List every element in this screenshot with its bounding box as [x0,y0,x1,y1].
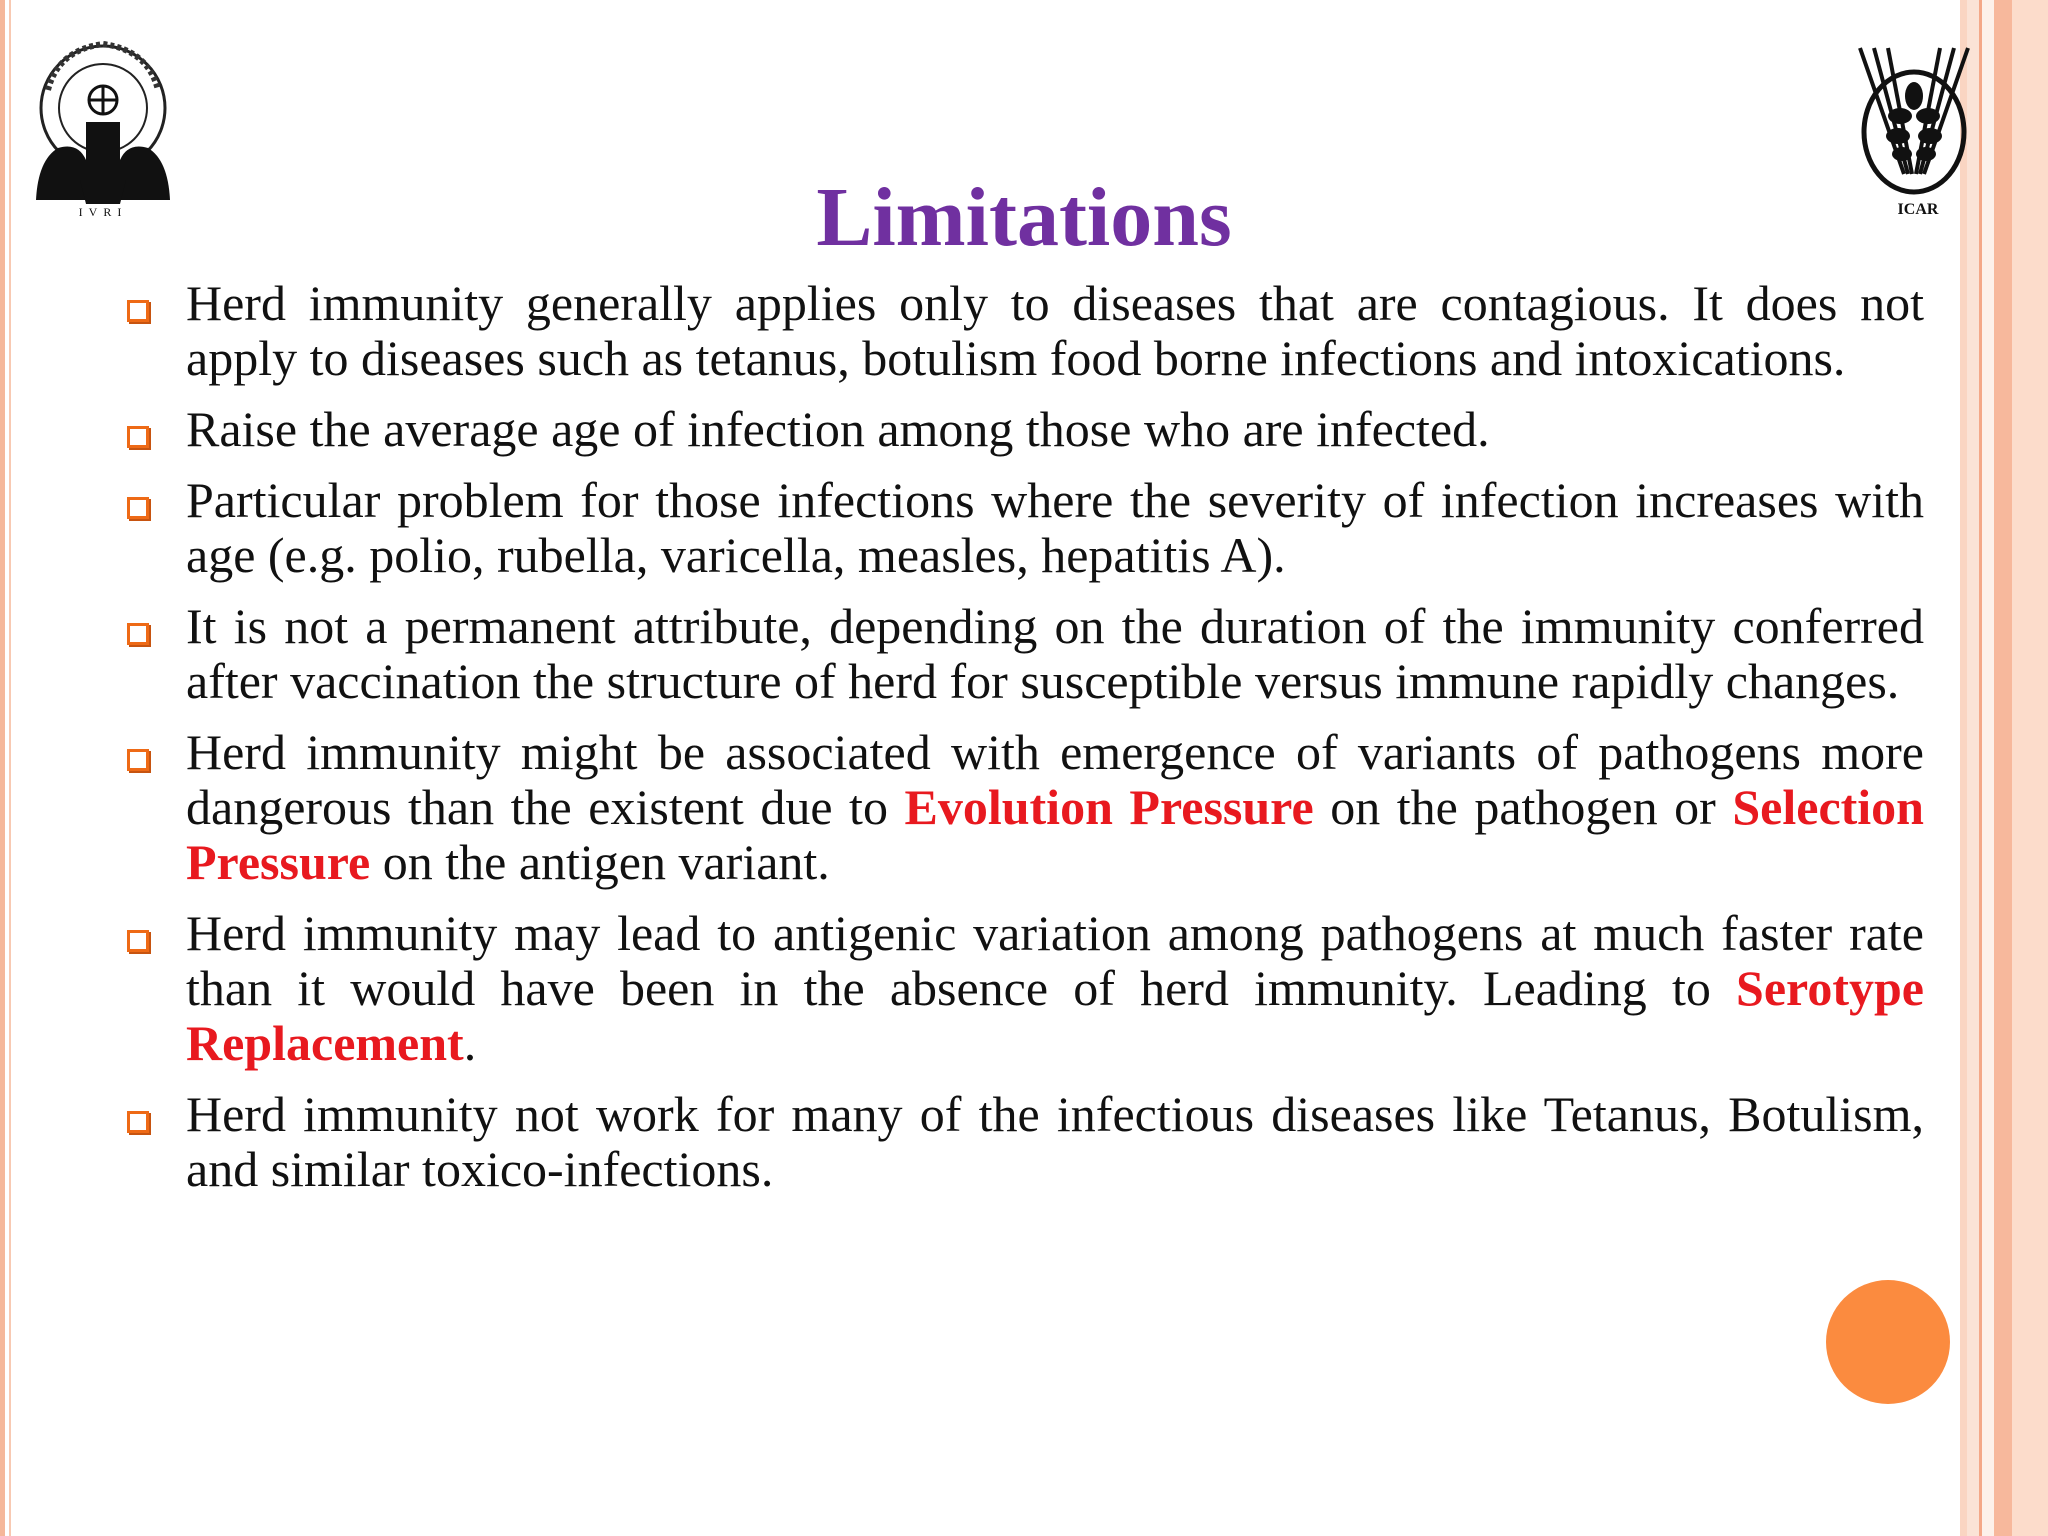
square-bullet-icon [127,749,149,771]
list-item-text: Particular problem for those infections where the severity of infection increases with age (e.g. polio, rubella, varicella, measles, hepatitis A). [186,472,1924,583]
list-item [124,402,1924,457]
highlight-selection-pressure: Selection Pressure [186,779,1924,890]
list-item [124,725,1924,890]
square-bullet-icon [127,1111,149,1133]
list-item-text [186,725,1924,890]
list-item [124,906,1924,1071]
highlight-serotype-replacement: Serotype Replacement [186,960,1924,1071]
text-segment: Herd immunity may lead to antigenic variation among pathogens at much faster rate than it would have been in the absence of herd immunity. Leading to [186,905,1924,1016]
list-item-text: Herd immunity not work for many of the infectious diseases like Tetanus, Botulism, and similar toxico-infections. [186,1086,1924,1197]
text-segment: on the pathogen or [1313,779,1733,835]
square-bullet-icon [127,300,149,322]
square-bullet-icon [127,930,149,952]
list-item [124,599,1924,709]
list-item [124,1087,1924,1197]
square-bullet-icon [127,497,149,519]
slide-title: Limitations [816,171,1232,264]
highlight-evolution-pressure: Evolution Pressure [904,779,1314,835]
list-item [124,473,1924,583]
list-item [124,276,1924,386]
list-item-text [186,906,1924,1071]
list-item-text: It is not a permanent attribute, depending on the duration of the immunity conferred after vaccination the structure of herd for susceptible versus immune rapidly changes. [186,598,1924,709]
bullet-list [124,276,1924,1213]
svg-text:ICAR: ICAR [1897,201,1939,218]
text-segment: . [463,1015,477,1071]
list-item-text: Herd immunity generally applies only to diseases that are contagious. It does not apply to diseases such as tetanus, botulism food borne infections and intoxications. [186,275,1924,386]
svg-text:IVRI: IVRI [78,205,128,219]
square-bullet-icon [127,623,149,645]
text-segment: Herd immunity might be associated with emergence of variants of pathogens more dangerous than the existent due to [186,724,1924,835]
list-item-text: Raise the average age of infection among those who are infected. [186,401,1490,457]
decorative-circle [1826,1280,1950,1404]
square-bullet-icon [127,426,149,448]
text-segment: on the antigen variant. [370,834,830,890]
